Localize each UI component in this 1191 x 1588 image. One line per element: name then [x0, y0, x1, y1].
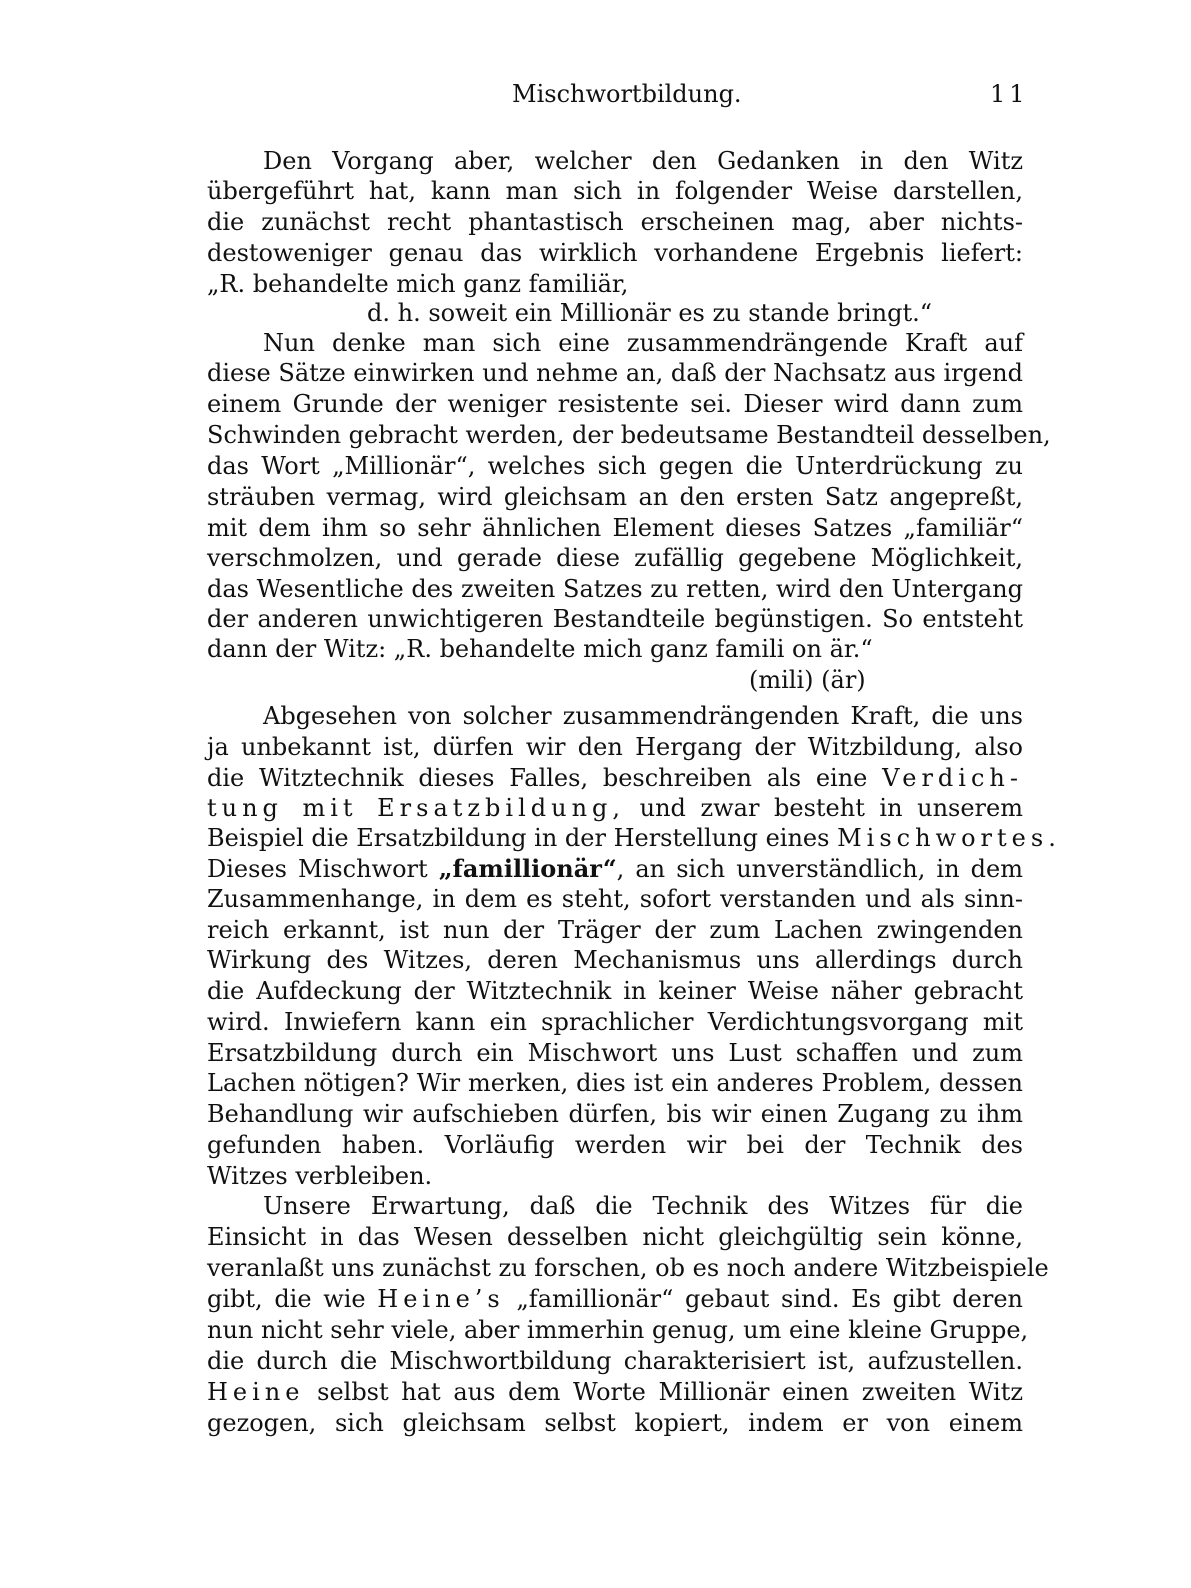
text-line: Unsere Erwartung, daß die Technik des Witzes für die: [263, 1192, 1023, 1220]
text-line: Wirkung des Witzes, deren Mechanismus uns allerdings durch: [207, 946, 1023, 974]
text-line: das Wesentliche des zweiten Satzes zu retten, wird den Untergang: [207, 575, 1023, 603]
text-line: Einsicht in das Wesen desselben nicht gleichgültig sein könne,: [207, 1223, 1023, 1251]
running-head-title: Mischwortbildung.: [512, 80, 742, 108]
text-line: das Wort „Millionär“, welches sich gegen die Unterdrückung zu: [207, 452, 1023, 480]
quote-line: d. h. soweit ein Millionär es zu stande bringt.“: [367, 299, 933, 327]
text-line: Zusammenhange, in dem es steht, sofort verstanden und als sinn-: [207, 885, 1023, 913]
text-line: Behandlung wir aufschieben dürfen, bis wir einen Zugang zu ihm: [207, 1100, 1023, 1128]
text-line: gefunden haben. Vorläufig werden wir bei der Technik des: [207, 1131, 1023, 1159]
text-line: ja unbekannt ist, dürfen wir den Hergang der Witzbildung, also: [207, 733, 1023, 761]
etymology-note: (mili) (är): [749, 666, 866, 694]
text-line: sträuben vermag, wird gleichsam an den ersten Satz angepreßt,: [207, 483, 1023, 511]
text-line: veranlaßt uns zunächst zu forschen, ob es noch andere Witzbeispiele: [207, 1254, 1049, 1282]
text-line: nun nicht sehr viele, aber immerhin genug, um eine kleine Gruppe,: [207, 1316, 1029, 1344]
text-line: Beispiel die Ersatzbildung in der Herstellung eines Mischwortes.: [207, 824, 1061, 852]
text-line: reich erkannt, ist nun der Träger der zum Lachen zwingenden: [207, 916, 1023, 944]
quote-line: „R. behandelte mich ganz familiär,: [207, 270, 629, 298]
text-line: diese Sätze einwirken und nehme an, daß der Nachsatz aus irgend: [207, 359, 1023, 387]
text-line: die zunächst recht phantastisch erscheinen mag, aber nichts-: [207, 208, 1023, 236]
text-line: Nun denke man sich eine zusammendrängende Kraft auf: [263, 329, 1023, 357]
spaced-term: Heine: [207, 1378, 305, 1406]
witz-line: dann der Witz: „R. behandelte mich ganz famili on är.“: [207, 635, 873, 663]
text-line: verschmolzen, und gerade diese zufällig gegebene Möglichkeit,: [207, 544, 1023, 572]
spaced-term: tung mit Ersatzbildung,: [207, 794, 626, 822]
text-line: wird. Inwiefern kann ein sprachlicher Verdichtungsvorgang mit: [207, 1008, 1023, 1036]
text-line: Abgesehen von solcher zusammendrängenden Kraft, die uns: [263, 702, 1023, 730]
text-line: die durch die Mischwortbildung charakterisiert ist, aufzustellen.: [207, 1347, 1023, 1375]
text-line: übergeführt hat, kann man sich in folgender Weise darstellen,: [207, 177, 1023, 205]
spaced-term: Verdich-: [882, 764, 1023, 792]
text-line: gibt, die wie Heine’s „famillionär“ gebaut sind. Es gibt deren: [207, 1285, 1023, 1313]
bold-term: „famillionär“: [438, 854, 617, 883]
text-line: tung mit Ersatzbildung, und zwar besteht in unserem: [207, 794, 1023, 822]
text-line: Heine selbst hat aus dem Worte Millionär einen zweiten Witz: [207, 1378, 1023, 1406]
text-line: Lachen nötigen? Wir merken, dies ist ein anderes Problem, dessen: [207, 1069, 1023, 1097]
text-line: Dieses Mischwort „famillionär“, an sich unverständlich, in dem: [207, 854, 1023, 883]
page-number: 11: [990, 80, 1029, 108]
text-line: Witzes verbleiben.: [207, 1162, 433, 1190]
text-line: mit dem ihm so sehr ähnlichen Element dieses Satzes „familiär“: [207, 514, 1023, 542]
spaced-term: Heine’s: [377, 1285, 505, 1313]
text-line: die Witztechnik dieses Falles, beschreiben als eine Verdich-: [207, 764, 1023, 792]
spaced-term: Mischwortes.: [837, 824, 1061, 852]
text-line: Schwinden gebracht werden, der bedeutsame Bestandteil desselben,: [207, 421, 1051, 449]
text-line: Den Vorgang aber, welcher den Gedanken in den Witz: [263, 147, 1023, 175]
text-line: die Aufdeckung der Witztechnik in keiner Weise näher gebracht: [207, 977, 1023, 1005]
text-line: Ersatzbildung durch ein Mischwort uns Lust schaffen und zum: [207, 1039, 1023, 1067]
text-line: der anderen unwichtigeren Bestandteile begünstigen. So entsteht: [207, 605, 1023, 633]
text-line: destoweniger genau das wirklich vorhandene Ergebnis liefert:: [207, 239, 1023, 267]
text-line: einem Grunde der weniger resistente sei. Dieser wird dann zum: [207, 390, 1023, 418]
text-line: gezogen, sich gleichsam selbst kopiert, indem er von einem: [207, 1409, 1023, 1437]
